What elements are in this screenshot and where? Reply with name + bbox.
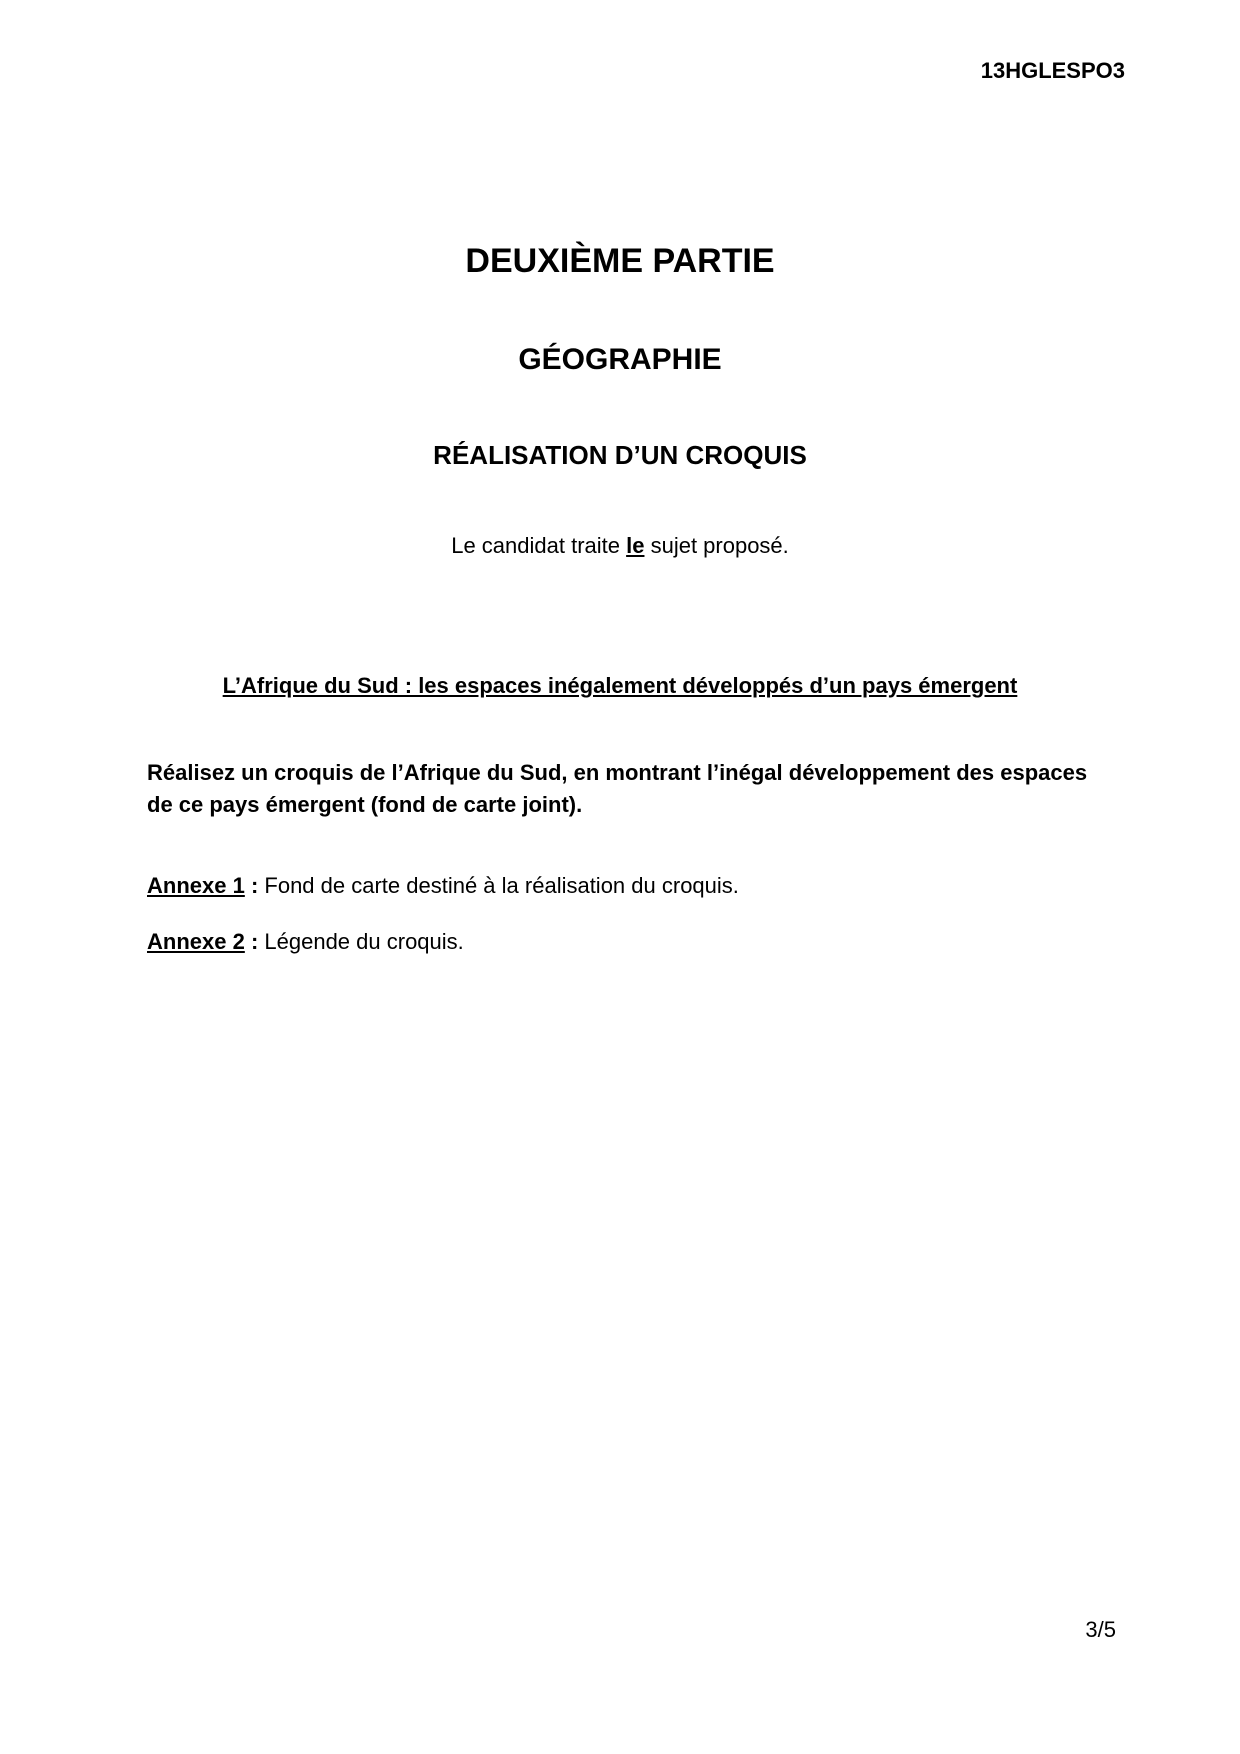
instruction-after: sujet proposé.	[644, 533, 789, 558]
document-code: 13HGLESPO3	[980, 58, 1125, 83]
exercise-title: RÉALISATION D’UN CROQUIS	[433, 440, 807, 470]
annex-2-label: Annexe 2	[147, 929, 245, 954]
task-statement: Réalisez un croquis de l’Afrique du Sud, en montrant l’inégal développement des espaces de ce pays émergent (fond de carte joint).	[147, 760, 1088, 817]
annex-2-text: Légende du croquis.	[258, 929, 464, 954]
instruction-before: Le candidat traite	[451, 533, 627, 558]
part-title: DEUXIÈME PARTIE	[465, 242, 775, 280]
annex-2-line	[147, 929, 464, 955]
annex-2-separator: :	[244, 929, 259, 954]
instruction	[0, 533, 1240, 559]
topic-heading: L’Afrique du Sud : les espaces inégalement développés d’un pays émergent	[222, 673, 1018, 698]
annex-1-line	[147, 873, 739, 899]
page-number: 3/5	[1085, 1617, 1116, 1642]
annex-1-separator: :	[244, 873, 259, 898]
annex-1-label: Annexe 1	[147, 873, 245, 898]
annex-1-text: Fond de carte destiné à la réalisation du croquis.	[258, 873, 739, 898]
subject-title: GÉOGRAPHIE	[518, 343, 722, 376]
instruction-emphasis: le	[626, 533, 645, 558]
